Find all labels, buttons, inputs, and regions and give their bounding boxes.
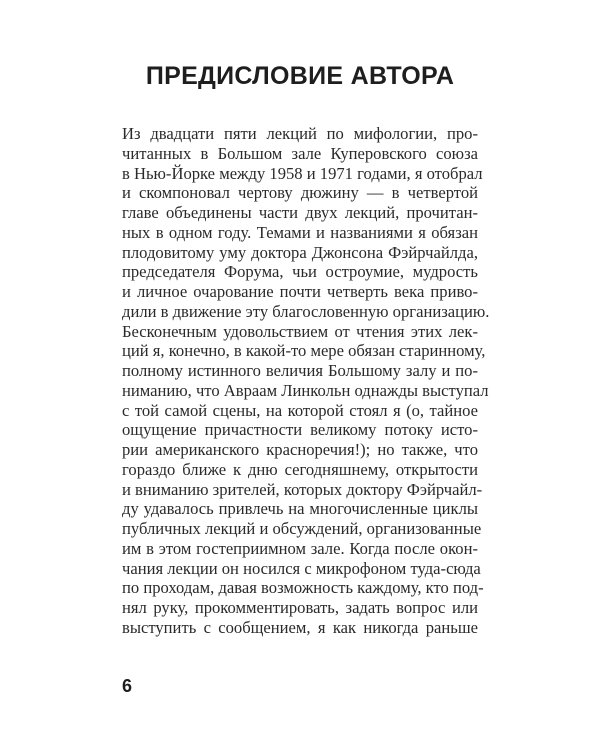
- text-line: плодовитому уму доктора Джонсона Фэйрчайлда,: [122, 242, 478, 262]
- text-line: и скомпоновал чертову дюжину — в четвертой: [122, 183, 478, 203]
- text-line: полному истинного величия Большому залу и по-: [122, 361, 478, 380]
- text-line: читанных в Большом зале Куперовского союза: [122, 143, 478, 163]
- text-line: дили в движение эту благословенную организацию.: [122, 301, 490, 321]
- text-line: ций я, конечно, в какой-то мере обязан старинному,: [122, 341, 486, 361]
- text-line: ных в одном году. Темами и названиями я обязан: [122, 222, 478, 242]
- text-line: и вниманию зрителей, которых доктору Фэйрчайл-: [122, 479, 483, 499]
- text-line: выступить с сообщением, я как никогда раньше: [122, 617, 478, 637]
- text-line: Из двадцати пяти лекций по мифологии, про-: [122, 124, 478, 143]
- text-column: [122, 124, 490, 697]
- page-title: ПРЕДИСЛОВИЕ АВТОРА: [145, 62, 455, 90]
- text-line: ниманию, что Авраам Линкольн однажды выступал: [122, 380, 489, 400]
- text-line: председателя Форума, чьи остроумие, мудрость: [122, 262, 478, 282]
- text-line: нял руку, прокомментировать, задать вопрос или: [122, 598, 478, 617]
- text-line: чания лекции он носился с микрофоном туда-сюда: [122, 558, 481, 578]
- text-line: главе объединены части двух лекций, прочитан-: [122, 203, 478, 222]
- text-line: по проходам, давая возможность каждому, кто под-: [122, 578, 484, 598]
- page-number: 6: [122, 675, 133, 696]
- text-line: Бесконечным удовольствием от чтения этих лек-: [122, 321, 478, 341]
- text-line: им в этом гостеприимном зале. Когда после окон-: [122, 538, 478, 558]
- text-line: с той самой сцены, на которой стоял я (о, тайное: [122, 400, 478, 420]
- text-line: гораздо ближе к дню сегодняшнему, открытости: [122, 459, 478, 479]
- text-line: в Нью-Йорке между 1958 и 1971 годами, я отобрал: [122, 163, 483, 183]
- text-line: и личное очарование почти четверть века приво-: [122, 282, 478, 301]
- body-text: [122, 124, 490, 638]
- text-line: ощущение причастности великому потоку исто-: [122, 420, 478, 440]
- text-line: публичных лекций и обсуждений, организованные: [122, 519, 482, 538]
- text-line: ду удавалось привлечь на многочисленные циклы: [122, 499, 478, 519]
- text-line: рии американского красноречия!); но также, что: [122, 440, 478, 459]
